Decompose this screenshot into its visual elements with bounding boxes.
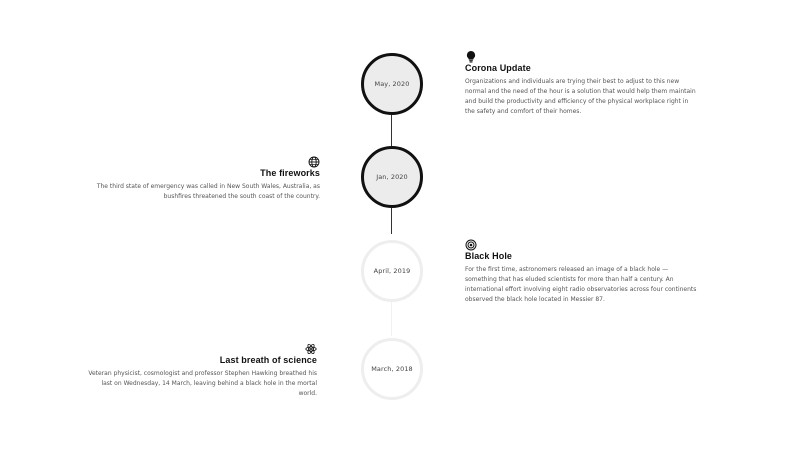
event-title: The fireworks (260, 168, 320, 178)
timeline-node-march-2018[interactable] (361, 338, 423, 400)
timeline-node-may-2020[interactable] (361, 53, 423, 115)
timeline-connector (391, 302, 392, 336)
event-description: Veteran physicist, cosmologist and professor Stephen Hawking breathed his last on Wednesday, 14 March, leaving behind a black hole in the mortal world. (88, 370, 317, 397)
globe-icon (88, 153, 320, 167)
timeline-node-april-2019[interactable] (361, 240, 423, 302)
event-title: Corona Update (465, 63, 531, 73)
node-date: April, 2019 (373, 267, 411, 275)
node-date: May, 2020 (374, 80, 410, 88)
timeline-connector (391, 208, 392, 234)
timeline-node-jan-2020[interactable] (361, 146, 423, 208)
target-icon (465, 236, 697, 250)
event-description: Organizations and individuals are trying their best to adjust to this new normal and the need of the hour is a solution that would help them maintain and build the productivity and efficiency of the physical workplace right in the safety and comfort of their homes. (465, 78, 696, 115)
timeline-connector (391, 115, 392, 148)
event-description: For the first time, astronomers released an image of a black hole — something that has eluded scientists for more than half a century. An international effort involving eight radio observatories across four continents observed the black hole located in Messier 87. (465, 266, 697, 303)
timeline-event-corona-update (465, 48, 697, 117)
node-date: March, 2018 (371, 365, 413, 373)
event-description: The third state of emergency was called in New South Wales, Australia, as bushfires threatened the south coast of the country. (96, 183, 320, 200)
timeline-event-the-fireworks (88, 153, 320, 202)
lightbulb-icon (465, 48, 697, 62)
atom-icon (85, 340, 317, 354)
timeline-event-black-hole (465, 236, 697, 305)
event-title: Last breath of science (219, 355, 317, 365)
timeline-event-last-breath-of-science (85, 340, 317, 399)
node-date: Jan, 2020 (376, 173, 408, 181)
event-title: Black Hole (465, 251, 513, 261)
